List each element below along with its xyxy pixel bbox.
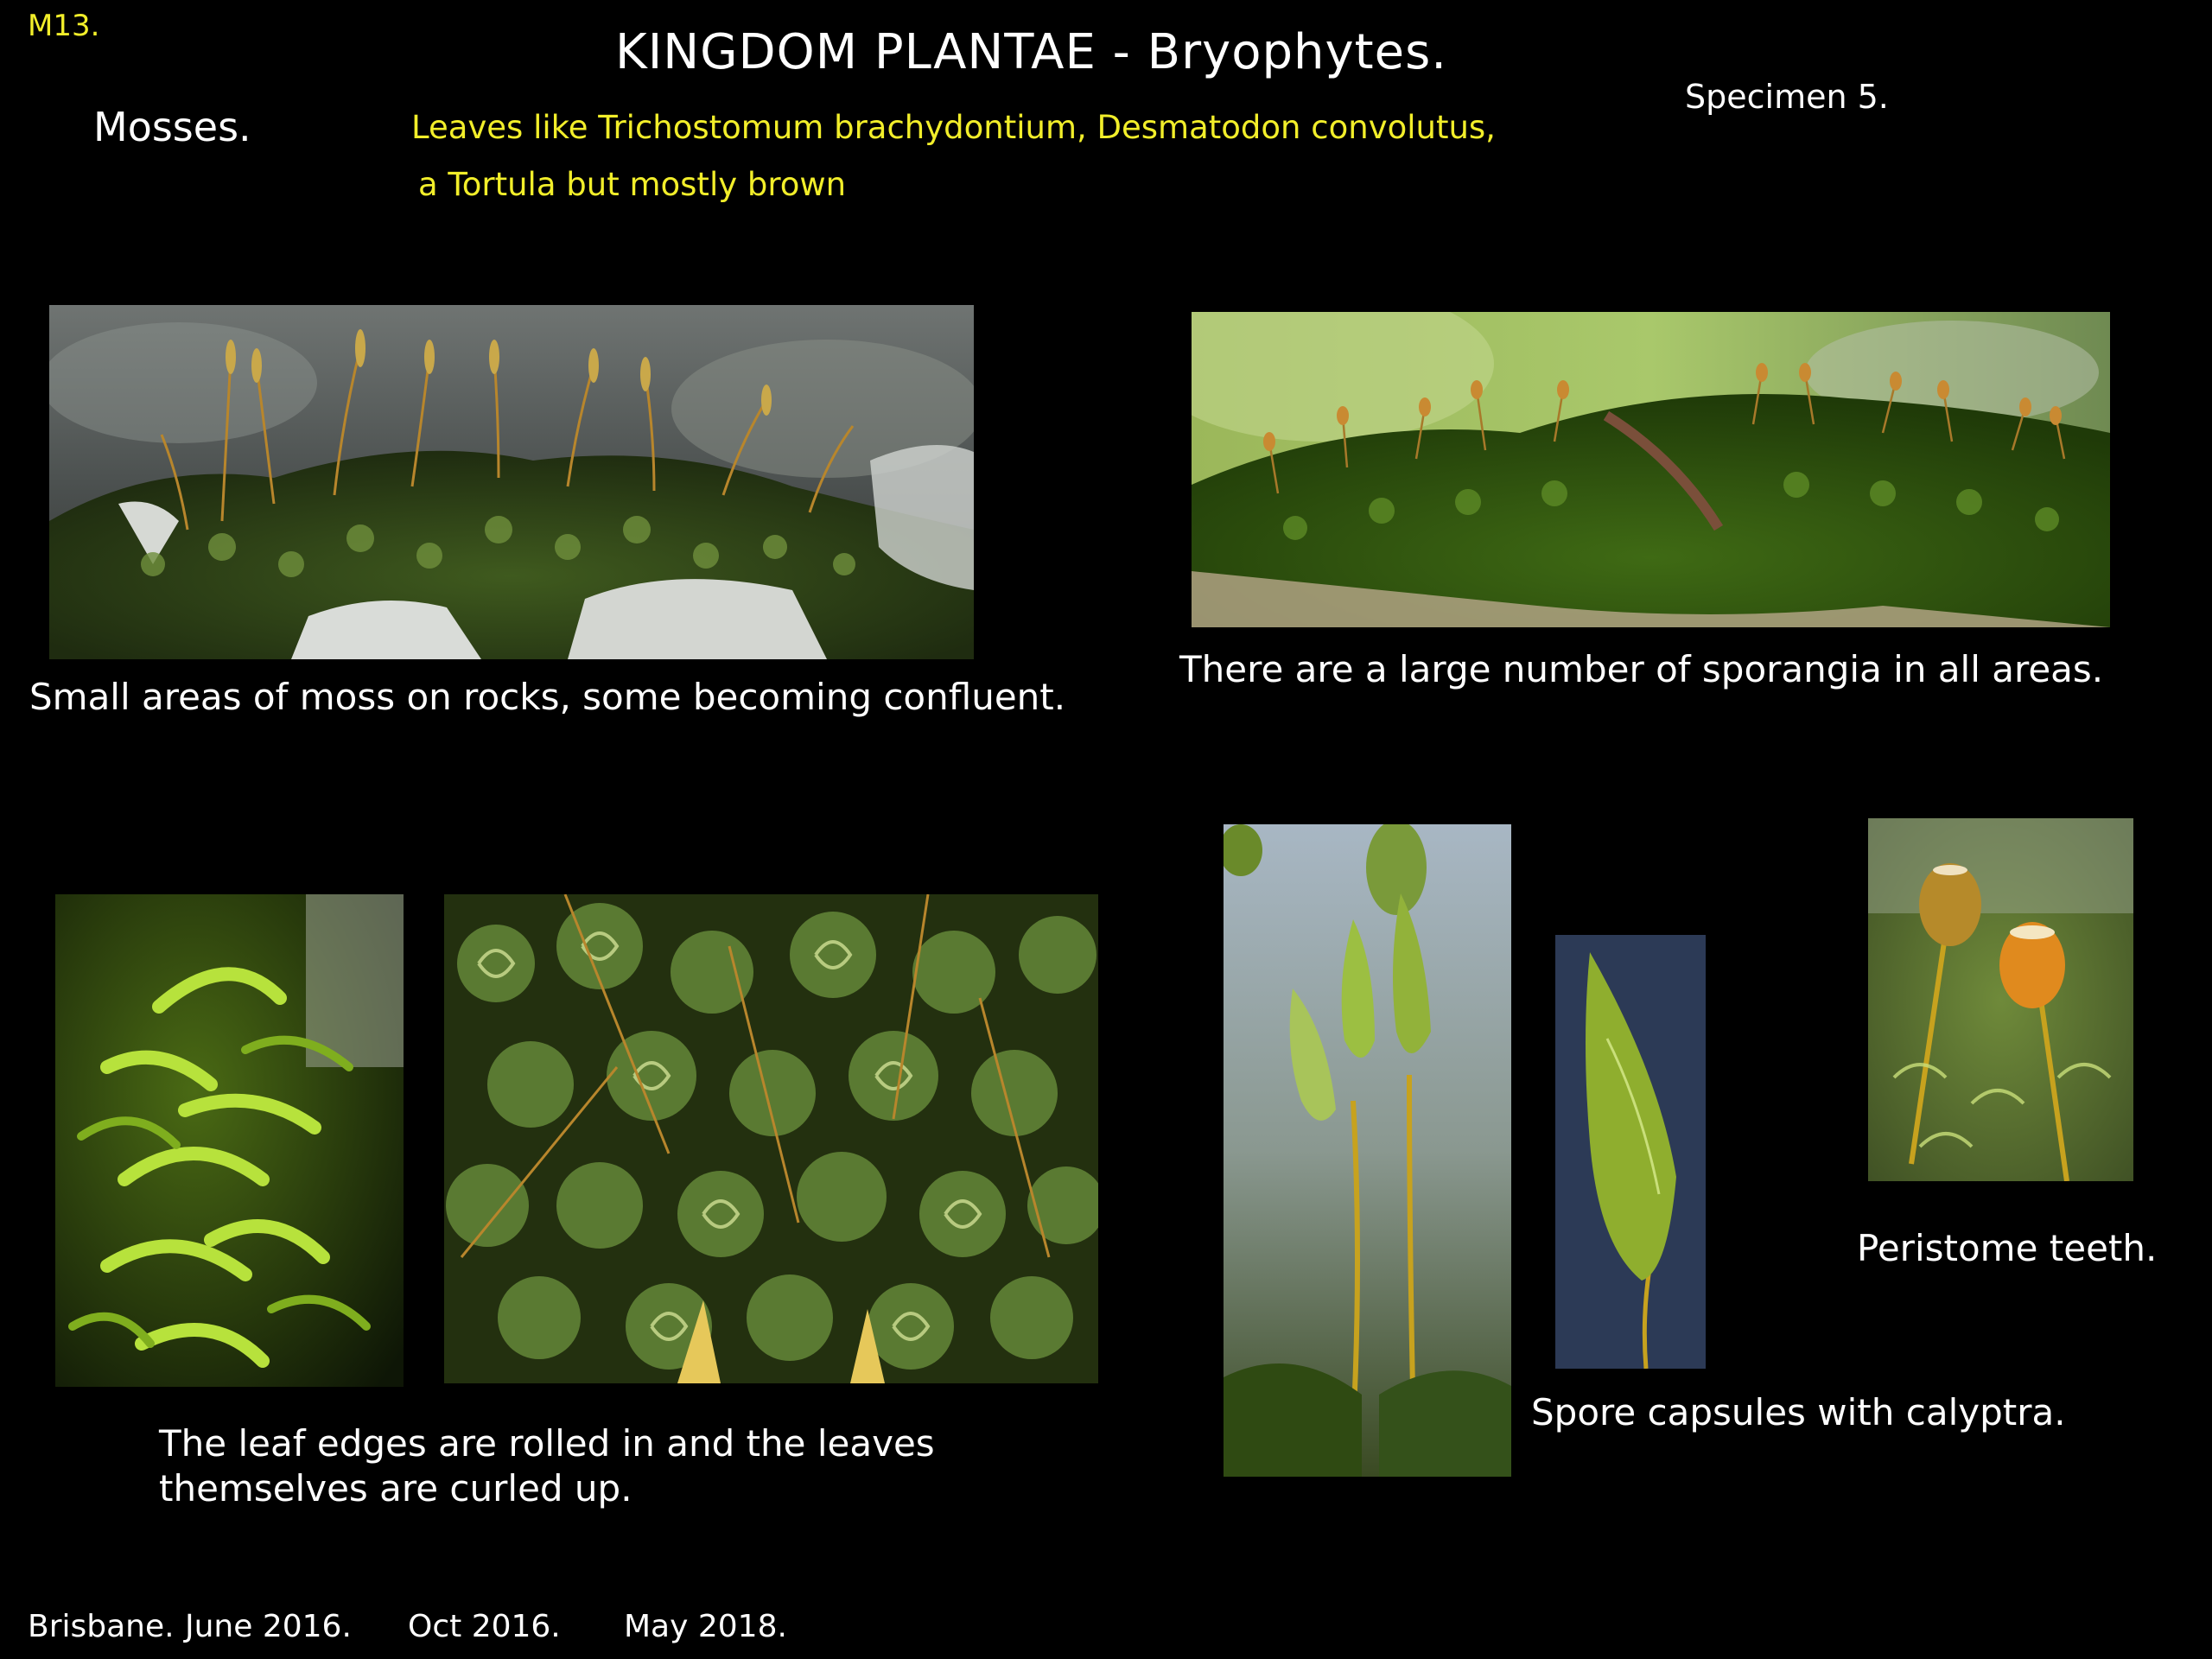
footer-date-1: June 2016.: [185, 1609, 352, 1644]
photo-leaf-closeup: [55, 894, 404, 1387]
footer-date-2: Oct 2016.: [408, 1609, 561, 1644]
slide-code: M13.: [28, 9, 100, 43]
caption-leaves-line-1: The leaf edges are rolled in and the leaves: [159, 1422, 935, 1465]
specimen-label: Specimen 5.: [1685, 78, 1889, 116]
section-label: Mosses.: [93, 104, 251, 150]
subtitle-line-1: Leaves like Trichostomum brachydontium, Desmatodon convolutus,: [411, 109, 1496, 146]
footer-date-3: May 2018.: [624, 1609, 787, 1644]
photo-curled-leaves: [444, 894, 1098, 1383]
page-title: KINGDOM PLANTAE - Bryophytes.: [615, 24, 1448, 80]
caption-rocks: Small areas of moss on rocks, some becoming confluent.: [29, 676, 1066, 718]
caption-calyptra: Spore capsules with calyptra.: [1531, 1391, 2066, 1433]
photo-sporangia: [1192, 312, 2110, 627]
photo-spore-capsules: [1224, 824, 1511, 1477]
photo-moss-on-rocks: [49, 305, 974, 659]
photo-single-capsule: [1555, 935, 1706, 1369]
photo-peristome-teeth: [1868, 818, 2133, 1181]
caption-sporangia: There are a large number of sporangia in all areas.: [1179, 648, 2104, 690]
caption-peristome: Peristome teeth.: [1857, 1227, 2158, 1269]
subtitle-line-2: a Tortula but mostly brown: [418, 166, 847, 203]
footer-location: Brisbane.: [28, 1609, 175, 1644]
caption-leaves-line-2: themselves are curled up.: [159, 1467, 632, 1510]
